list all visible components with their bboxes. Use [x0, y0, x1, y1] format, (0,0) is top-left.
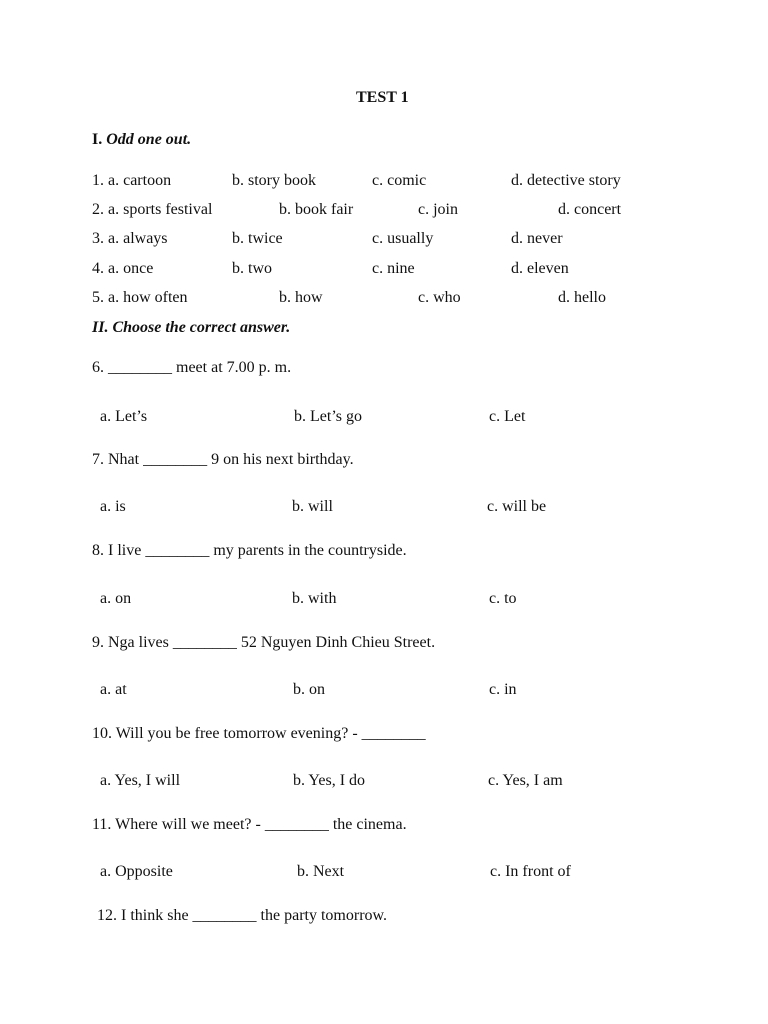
answer-c: c. will be	[487, 498, 547, 515]
option-b: b. story book	[232, 172, 316, 189]
option-a: 2. a. sports festival	[92, 201, 213, 218]
section-1-title: Odd one out.	[106, 131, 192, 148]
answer-c: c. Let	[489, 408, 526, 425]
answer-a: a. Yes, I will	[100, 772, 181, 789]
answer-a: a. at	[100, 681, 127, 698]
question-text: 6. ________ meet at 7.00 p. m.	[92, 359, 292, 376]
question-text: 10. Will you be free tomorrow evening? - ________	[92, 725, 426, 742]
option-b: b. book fair	[279, 201, 354, 218]
question-text: 9. Nga lives ________ 52 Nguyen Dinh Chieu Street.	[92, 634, 436, 651]
question-text: 12. I think she ________ the party tomorrow.	[97, 907, 388, 924]
option-c: c. usually	[372, 230, 434, 247]
question-text: 8. I live ________ my parents in the countryside.	[92, 542, 407, 559]
option-b: b. how	[279, 289, 323, 306]
answer-a: a. Let’s	[100, 408, 148, 425]
section-1-heading	[92, 130, 191, 150]
option-d: d. concert	[558, 201, 622, 218]
answer-a: a. Opposite	[100, 863, 173, 880]
option-a: 4. a. once	[92, 260, 154, 277]
option-d: d. hello	[558, 289, 606, 306]
option-a: 1. a. cartoon	[92, 172, 172, 189]
option-c: c. join	[418, 201, 458, 218]
option-a: 3. a. always	[92, 230, 168, 247]
option-a: 5. a. how often	[92, 289, 188, 306]
section-2-heading	[92, 318, 290, 338]
option-c: c. nine	[372, 260, 415, 277]
option-d: d. detective story	[511, 172, 621, 189]
answer-c: c. Yes, I am	[488, 772, 563, 789]
answer-a: a. is	[100, 498, 126, 515]
option-d: d. never	[511, 230, 563, 247]
answer-c: c. to	[489, 590, 517, 607]
question-text: 11. Where will we meet? - ________ the cinema.	[92, 816, 407, 833]
option-b: b. twice	[232, 230, 283, 247]
answer-b: b. with	[292, 590, 337, 607]
answer-c: c. In front of	[490, 863, 571, 880]
page-title: TEST 1	[356, 89, 409, 106]
option-b: b. two	[232, 260, 272, 277]
section-1-numeral: I.	[92, 131, 103, 148]
answer-b: b. Next	[297, 863, 345, 880]
question-text: 7. Nhat ________ 9 on his next birthday.	[92, 451, 354, 468]
answer-b: b. Let’s go	[294, 408, 362, 425]
answer-b: b. will	[292, 498, 333, 515]
option-c: c. comic	[372, 172, 427, 189]
answer-b: b. Yes, I do	[293, 772, 366, 789]
option-c: c. who	[418, 289, 461, 306]
answer-c: c. in	[489, 681, 517, 698]
section-2-title: II. Choose the correct answer.	[92, 319, 291, 336]
answer-b: b. on	[293, 681, 325, 698]
option-d: d. eleven	[511, 260, 569, 277]
answer-a: a. on	[100, 590, 132, 607]
